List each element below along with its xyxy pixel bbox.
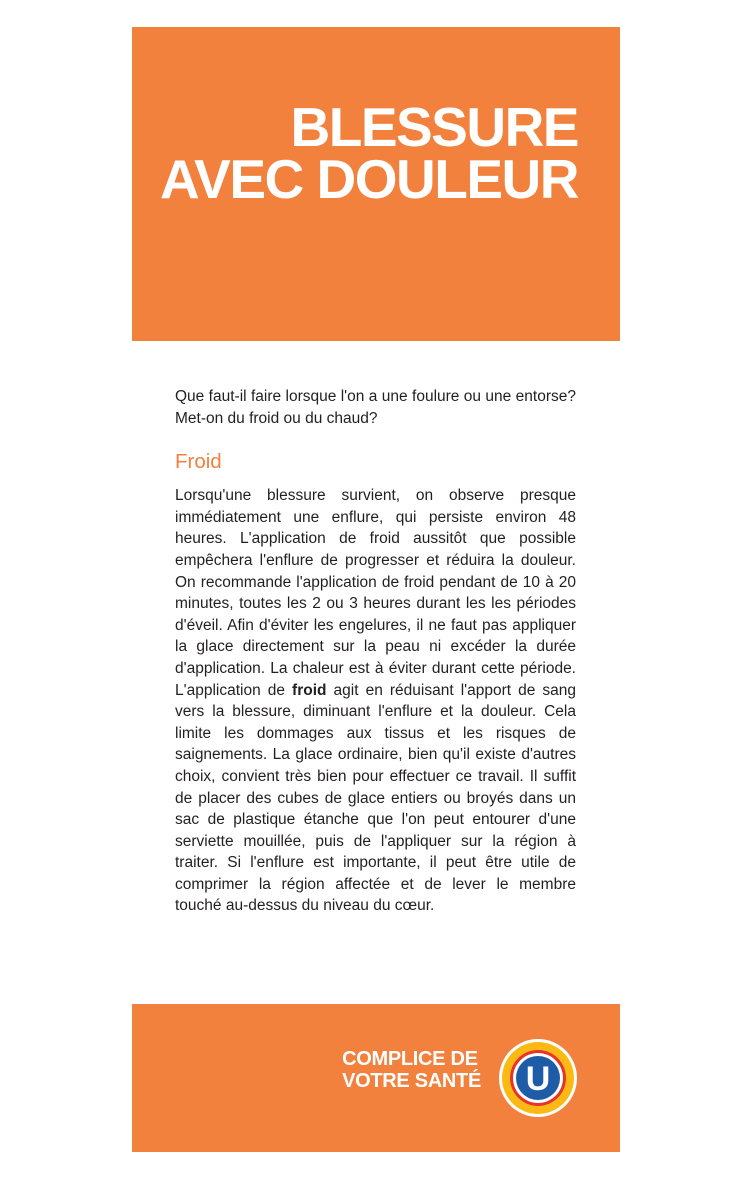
section-body-part-1: Lorsqu'une blessure survient, on observe presque immédiatement une enflure, qui persiste environ 48 heures. L'application de froid aussitôt que possible empêchera l'enflure de progresser et réduira la douleur. On recommande l'application de froid pendant de 10 à 20 minutes, toutes les 2 ou 3 heures durant les les périodes d'éveil. Afin d'éviter les engelures, il ne faut pas appliquer la glace directement sur la peau ni excéder la durée d'application. La chaleur est à éviter durant cette période. L'application de — [175, 487, 576, 699]
intro-paragraph: Que faut-il faire lorsque l'on a une foulure ou une entorse? Met-on du froid ou du chaud? — [175, 388, 576, 427]
brand-logo-icon — [498, 1038, 578, 1118]
logo-letter: U — [525, 1060, 551, 1098]
tagline-line-2: VOTRE SANTÉ — [342, 1070, 481, 1092]
section-body-emphasis: froid — [292, 681, 327, 699]
page-title-line-1: BLESSURE — [290, 96, 578, 158]
article-content — [175, 386, 576, 917]
tagline-line-1: COMPLICE DE — [342, 1048, 478, 1070]
page-title-line-2: AVEC DOULEUR — [160, 148, 578, 210]
brand-tagline — [342, 1048, 481, 1092]
section-body — [175, 485, 576, 917]
section-heading: Froid — [175, 450, 222, 474]
section-body-part-2: agit en réduisant l'apport de sang vers la blessure, diminuant l'enflure et la douleur. Cela limite les dommages aux tissus et les risques de saignements. La glace ordinaire, bien qu'il existe d'autres choix, convient très bien pour effectuer ce travail. Il suffit de placer des cubes de glace entiers ou broyés dans un sac de plastique étanche que l'on peut entourer d'une serviette mouillée, puis de l'appliquer sur la région à traiter. Si l'enflure est importante, il peut être utile de comprimer la région affectée et de lever le membre touché au-dessus du niveau du cœur. — [175, 681, 576, 915]
header-panel — [132, 27, 620, 341]
footer-panel — [132, 1004, 620, 1152]
page-title — [160, 96, 578, 210]
